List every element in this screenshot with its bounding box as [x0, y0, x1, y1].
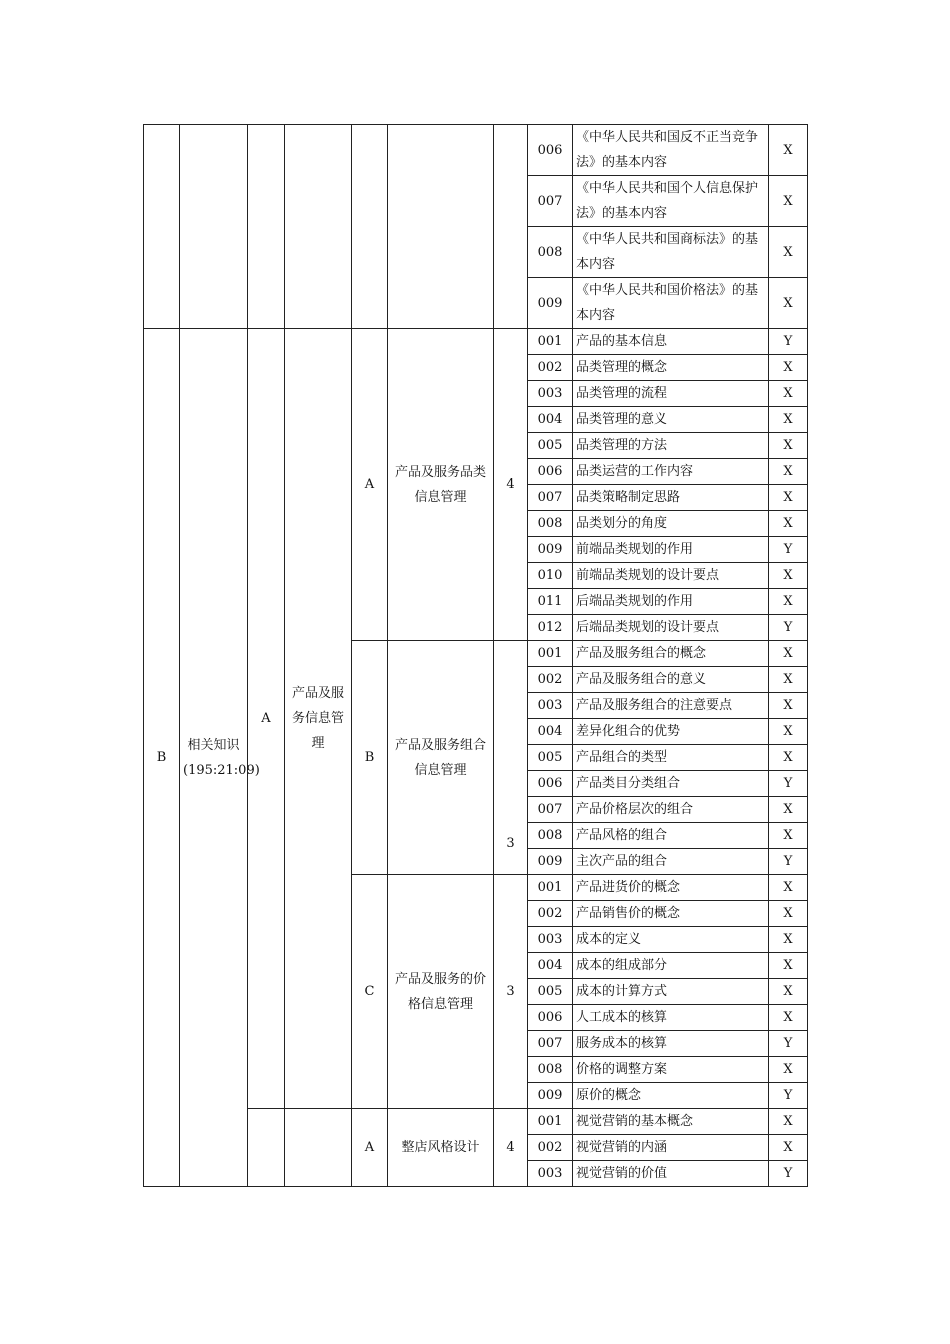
- item-code: 001: [528, 1109, 573, 1135]
- empty-cell: [180, 125, 248, 329]
- group-name: 产品及服务品类信息管理: [388, 329, 494, 641]
- level2-name: 产品及服务信息管理: [285, 329, 352, 1109]
- item-code: 005: [528, 979, 573, 1005]
- item-mark: X: [769, 1057, 808, 1083]
- empty-cell: [248, 1109, 285, 1187]
- group-name: 产品及服务组合信息管理: [388, 641, 494, 875]
- item-code: 006: [528, 1005, 573, 1031]
- group-code: B: [352, 641, 388, 875]
- group-name: 产品及服务的价格信息管理: [388, 875, 494, 1109]
- item-mark: Y: [769, 849, 808, 875]
- item-mark: X: [769, 407, 808, 433]
- item-code: 006: [528, 459, 573, 485]
- group-name: 整店风格设计: [388, 1109, 494, 1187]
- item-code: 001: [528, 329, 573, 355]
- item-code: 006: [528, 125, 573, 176]
- item-mark: X: [769, 1135, 808, 1161]
- item-code: 003: [528, 693, 573, 719]
- empty-cell: [248, 125, 285, 329]
- item-desc: 后端品类规划的作用: [573, 589, 769, 615]
- item-code: 011: [528, 589, 573, 615]
- item-code: 006: [528, 771, 573, 797]
- item-code: 008: [528, 1057, 573, 1083]
- item-mark: X: [769, 693, 808, 719]
- group-weight: 4: [494, 329, 528, 641]
- item-code: 005: [528, 745, 573, 771]
- item-desc: 产品价格层次的组合: [573, 797, 769, 823]
- item-desc: 价格的调整方案: [573, 1057, 769, 1083]
- item-mark: X: [769, 563, 808, 589]
- level2-code: A: [248, 329, 285, 1109]
- item-code: 002: [528, 901, 573, 927]
- item-desc: 《中华人民共和国价格法》的基本内容: [573, 278, 769, 329]
- item-code: 004: [528, 719, 573, 745]
- item-mark: Y: [769, 1161, 808, 1187]
- empty-cell: [494, 125, 528, 329]
- item-desc: 前端品类规划的作用: [573, 537, 769, 563]
- item-mark: X: [769, 1005, 808, 1031]
- item-desc: 产品及服务组合的意义: [573, 667, 769, 693]
- item-desc: 差异化组合的优势: [573, 719, 769, 745]
- item-code: 010: [528, 563, 573, 589]
- item-desc: 产品的基本信息: [573, 329, 769, 355]
- item-desc: 视觉营销的内涵: [573, 1135, 769, 1161]
- item-mark: X: [769, 227, 808, 278]
- item-code: 002: [528, 355, 573, 381]
- item-mark: X: [769, 875, 808, 901]
- item-desc: 产品进货价的概念: [573, 875, 769, 901]
- group-weight: 3: [494, 641, 528, 875]
- item-mark: X: [769, 1109, 808, 1135]
- item-desc: 原价的概念: [573, 1083, 769, 1109]
- knowledge-table: [143, 124, 808, 1187]
- item-desc: 成本的定义: [573, 927, 769, 953]
- item-desc: 《中华人民共和国商标法》的基本内容: [573, 227, 769, 278]
- item-mark: Y: [769, 615, 808, 641]
- item-desc: 产品组合的类型: [573, 745, 769, 771]
- item-mark: Y: [769, 1083, 808, 1109]
- item-code: 007: [528, 1031, 573, 1057]
- empty-cell: [388, 125, 494, 329]
- item-mark: X: [769, 927, 808, 953]
- item-desc: 成本的组成部分: [573, 953, 769, 979]
- item-mark: X: [769, 459, 808, 485]
- item-code: 008: [528, 823, 573, 849]
- item-desc: 品类划分的角度: [573, 511, 769, 537]
- item-code: 001: [528, 875, 573, 901]
- item-mark: X: [769, 176, 808, 227]
- item-desc: 《中华人民共和国反不正当竞争法》的基本内容: [573, 125, 769, 176]
- item-code: 004: [528, 407, 573, 433]
- group-code: A: [352, 329, 388, 641]
- item-desc: 品类管理的意义: [573, 407, 769, 433]
- item-mark: Y: [769, 771, 808, 797]
- group-weight: 3: [494, 875, 528, 1109]
- group-code: A: [352, 1109, 388, 1187]
- item-code: 007: [528, 797, 573, 823]
- item-code: 009: [528, 537, 573, 563]
- item-mark: X: [769, 589, 808, 615]
- item-code: 005: [528, 433, 573, 459]
- item-desc: 品类管理的方法: [573, 433, 769, 459]
- item-mark: X: [769, 355, 808, 381]
- item-desc: 成本的计算方式: [573, 979, 769, 1005]
- item-mark: X: [769, 381, 808, 407]
- item-mark: X: [769, 719, 808, 745]
- item-desc: 服务成本的核算: [573, 1031, 769, 1057]
- item-code: 003: [528, 381, 573, 407]
- item-mark: X: [769, 979, 808, 1005]
- item-desc: 《中华人民共和国个人信息保护法》的基本内容: [573, 176, 769, 227]
- item-desc: 品类管理的流程: [573, 381, 769, 407]
- item-code: 001: [528, 641, 573, 667]
- item-desc: 主次产品的组合: [573, 849, 769, 875]
- item-mark: Y: [769, 537, 808, 563]
- item-code: 002: [528, 667, 573, 693]
- item-mark: X: [769, 278, 808, 329]
- table-row: [144, 125, 808, 176]
- group-weight: 4: [494, 1109, 528, 1187]
- item-mark: X: [769, 667, 808, 693]
- item-mark: X: [769, 745, 808, 771]
- item-code: 007: [528, 176, 573, 227]
- item-mark: X: [769, 511, 808, 537]
- item-desc: 产品及服务组合的概念: [573, 641, 769, 667]
- item-code: 003: [528, 927, 573, 953]
- item-code: 009: [528, 1083, 573, 1109]
- item-code: 007: [528, 485, 573, 511]
- item-code: 008: [528, 511, 573, 537]
- item-code: 003: [528, 1161, 573, 1187]
- item-desc: 前端品类规划的设计要点: [573, 563, 769, 589]
- empty-cell: [285, 1109, 352, 1187]
- item-desc: 产品风格的组合: [573, 823, 769, 849]
- item-code: 009: [528, 278, 573, 329]
- item-desc: 品类策略制定思路: [573, 485, 769, 511]
- empty-cell: [352, 125, 388, 329]
- item-desc: 产品及服务组合的注意要点: [573, 693, 769, 719]
- item-code: 008: [528, 227, 573, 278]
- item-mark: X: [769, 485, 808, 511]
- item-mark: Y: [769, 1031, 808, 1057]
- group-code: C: [352, 875, 388, 1109]
- item-code: 012: [528, 615, 573, 641]
- item-code: 004: [528, 953, 573, 979]
- item-mark: X: [769, 433, 808, 459]
- item-mark: X: [769, 125, 808, 176]
- item-desc: 视觉营销的基本概念: [573, 1109, 769, 1135]
- item-code: 009: [528, 849, 573, 875]
- item-mark: X: [769, 823, 808, 849]
- table-row: [144, 329, 808, 355]
- item-desc: 产品类目分类组合: [573, 771, 769, 797]
- item-desc: 人工成本的核算: [573, 1005, 769, 1031]
- empty-cell: [144, 125, 180, 329]
- level1-code: B: [144, 329, 180, 1187]
- item-mark: X: [769, 641, 808, 667]
- item-desc: 品类管理的概念: [573, 355, 769, 381]
- item-mark: X: [769, 953, 808, 979]
- item-code: 002: [528, 1135, 573, 1161]
- item-mark: Y: [769, 329, 808, 355]
- level1-name: 相关知识(195:21:09): [180, 329, 248, 1187]
- item-desc: 后端品类规划的设计要点: [573, 615, 769, 641]
- item-desc: 视觉营销的价值: [573, 1161, 769, 1187]
- item-desc: 产品销售价的概念: [573, 901, 769, 927]
- item-desc: 品类运营的工作内容: [573, 459, 769, 485]
- empty-cell: [285, 125, 352, 329]
- item-mark: X: [769, 797, 808, 823]
- item-mark: X: [769, 901, 808, 927]
